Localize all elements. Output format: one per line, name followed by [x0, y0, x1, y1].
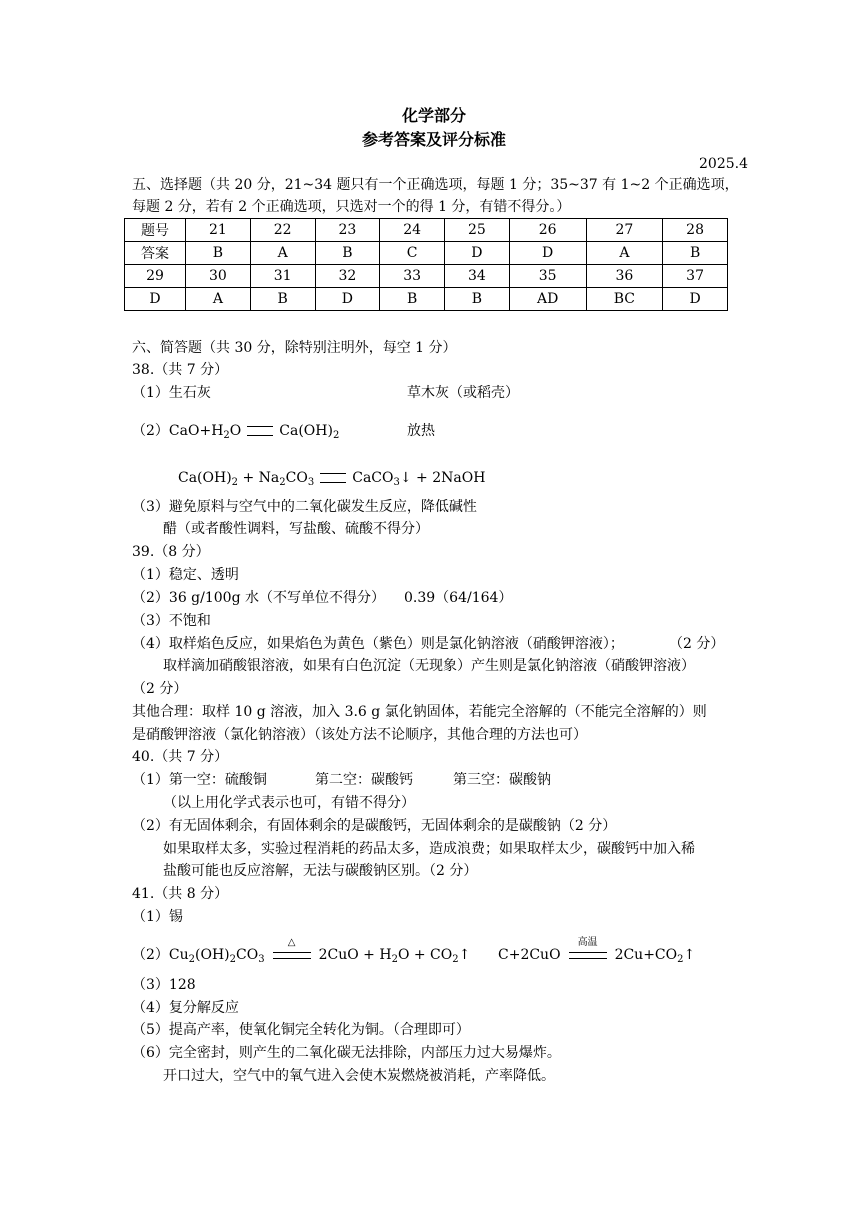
table-cell: 37 — [663, 265, 728, 288]
table-cell: 29 — [125, 265, 186, 288]
table-cell: B — [663, 242, 728, 265]
table-cell: 26 — [509, 219, 586, 242]
table-cell: 28 — [663, 219, 728, 242]
table-cell: 34 — [445, 265, 510, 288]
table-cell: B — [186, 242, 251, 265]
document-date: 2025.4 — [699, 156, 748, 172]
equals-sign — [247, 426, 273, 436]
table-cell: D — [445, 242, 510, 265]
section6-intro: 六、简答题（共 30 分，除特别注明外，每空 1 分） — [132, 340, 457, 356]
page-title: 化学部分 — [401, 106, 466, 125]
equals-sign — [320, 473, 346, 483]
q40-part2-line2: 如果取样太多，实验过程消耗的药品太多，造成浪费；如果取样太少，碳酸钙中加入稀 — [163, 841, 695, 857]
equals-sign — [273, 936, 311, 959]
q39-other-line2: 是硝酸钾溶液（氯化钠溶液）（该处方法不论顺序，其他合理的方法也可） — [132, 727, 587, 743]
table-cell: D — [125, 288, 186, 311]
table-cell: A — [250, 242, 315, 265]
table-cell: 25 — [445, 219, 510, 242]
q39-heading: 39.（8 分） — [132, 544, 210, 560]
table-cell: C — [380, 242, 445, 265]
table-cell: B — [445, 288, 510, 311]
q41-part6-line1: （6）完全密封，则产生的二氧化碳无法排除，内部压力过大易爆炸。 — [132, 1045, 561, 1061]
table-cell: B — [315, 242, 380, 265]
equation-cao-water: $CaO+H_2O$ $Ca(OH)_2$ — [168, 423, 340, 441]
table-cell: D — [663, 288, 728, 311]
heat-condition: △ — [287, 936, 296, 948]
table-cell: A — [586, 242, 663, 265]
table-cell: 31 — [250, 265, 315, 288]
q40-part1-note: （以上用化学式表示也可，有错不得分） — [163, 795, 415, 811]
q41-part5: （5）提高产率，使氧化铜完全转化为铜。（合理即可） — [132, 1022, 470, 1038]
table-cell: 27 — [586, 219, 663, 242]
table-row — [125, 219, 728, 242]
q41-heading: 41.（共 8 分） — [132, 886, 229, 902]
table-cell: 24 — [380, 219, 445, 242]
q39-part4-score1: （2 分） — [669, 636, 725, 652]
q41-part2-label: （2） — [132, 947, 169, 963]
q39-part2-answer1: （2）36 g/100g 水（不写单位不得分） — [132, 590, 385, 606]
q40-heading: 40.（共 7 分） — [132, 749, 229, 765]
table-cell: D — [315, 288, 380, 311]
q38-part2-equation1 — [132, 421, 339, 441]
table-row — [125, 242, 728, 265]
q38-part2-note: 放热 — [407, 423, 435, 439]
q39-part1: （1）稳定、透明 — [132, 567, 239, 583]
table-row — [125, 288, 728, 311]
q38-part1-answer2: 草木灰（或稻壳） — [407, 385, 519, 401]
table-cell: 23 — [315, 219, 380, 242]
table-cell: D — [509, 242, 586, 265]
q38-part1-answer1: （1）生石灰 — [132, 385, 211, 401]
page-subtitle: 参考答案及评分标准 — [361, 130, 506, 149]
high-temperature-condition: 高温 — [577, 936, 598, 948]
table-cell: 22 — [250, 219, 315, 242]
q41-part1: （1）锡 — [132, 909, 183, 925]
q38-part3-line2: 醋（或者酸性调料，写盐酸、硫酸不得分） — [163, 521, 429, 537]
table-cell: 33 — [380, 265, 445, 288]
equals-sign — [569, 936, 607, 959]
q39-other-line1: 其他合理：取样 10 g 溶液，加入 3.6 g 氯化钠固体，若能完全溶解的（不能完全溶解的）则 — [132, 704, 707, 720]
q39-part4-score2: （2 分） — [132, 681, 188, 697]
q39-part3: （3）不饱和 — [132, 613, 211, 629]
q41-part6-line2: 开口过大，空气中的氧气进入会使木炭燃烧被消耗，产率降低。 — [163, 1068, 555, 1084]
q41-part2-equation1: $(2)Cu_2(OH)_2CO_3$ △ $2CuO + H_2O$ + $CO_2↑$ — [132, 936, 471, 965]
table-cell: 21 — [186, 219, 251, 242]
table-cell: B — [380, 288, 445, 311]
table-cell: 30 — [186, 265, 251, 288]
q38-part2-label: （2） — [132, 423, 169, 439]
table-cell: B — [250, 288, 315, 311]
table-row — [125, 265, 728, 288]
table-cell: A — [186, 288, 251, 311]
answer-table — [124, 218, 728, 311]
q39-part2-answer2: 0.39（64/164） — [404, 590, 513, 606]
section5-intro-line2: 每题 2 分，若有 2 个正确选项，只选对一个的得 1 分，有错不得分。） — [132, 199, 571, 215]
q39-part4-line1: （4）取样焰色反应，如果焰色为黄色（紫色）则是氯化钠溶液（硝酸钾溶液）； — [132, 636, 624, 652]
q41-part4: （4）复分解反应 — [132, 1000, 239, 1016]
q41-part3: （3）128 — [132, 977, 196, 993]
q38-heading: 38.（共 7 分） — [132, 362, 229, 378]
q38-part2-equation2: $Ca(OH)_2 + Na_2CO_3$ CaCO$_3$↓ + 2NaOH — [178, 470, 486, 488]
table-cell: 题号 — [125, 219, 186, 242]
q40-part1-blank1: （1）第一空：硫酸铜 — [132, 772, 267, 788]
table-cell: AD — [509, 288, 586, 311]
q40-part2-line3: 盐酸可能也反应溶解，无法与碳酸钠区别。（2 分） — [163, 863, 478, 879]
q41-part2-equation2: C+2CuO 高温 $2Cu+CO_2↑$ — [498, 936, 696, 965]
q40-part1-blank2: 第二空：碳酸钙 — [315, 772, 413, 788]
q39-part4-line2: 取样滴加硝酸银溶液，如果有白色沉淀（无现象）产生则是氯化钠溶液（硝酸钾溶液） — [163, 658, 695, 674]
q38-part3-line1: （3）避免原料与空气中的二氧化碳发生反应，降低碱性 — [132, 499, 477, 515]
section5-intro-line1: 五、选择题（共 20 分，21~34 题只有一个正确选项，每题 1 分；35~37 有 1~2 个正确选项， — [132, 177, 739, 193]
q40-part1-blank3: 第三空：碳酸钠 — [453, 772, 551, 788]
table-cell: 35 — [509, 265, 586, 288]
table-cell: 36 — [586, 265, 663, 288]
table-cell: 答案 — [125, 242, 186, 265]
table-cell: BC — [586, 288, 663, 311]
table-cell: 32 — [315, 265, 380, 288]
q40-part2-line1: （2）有无固体剩余，有固体剩余的是碳酸钙，无固体剩余的是碳酸钠（2 分） — [132, 818, 617, 834]
